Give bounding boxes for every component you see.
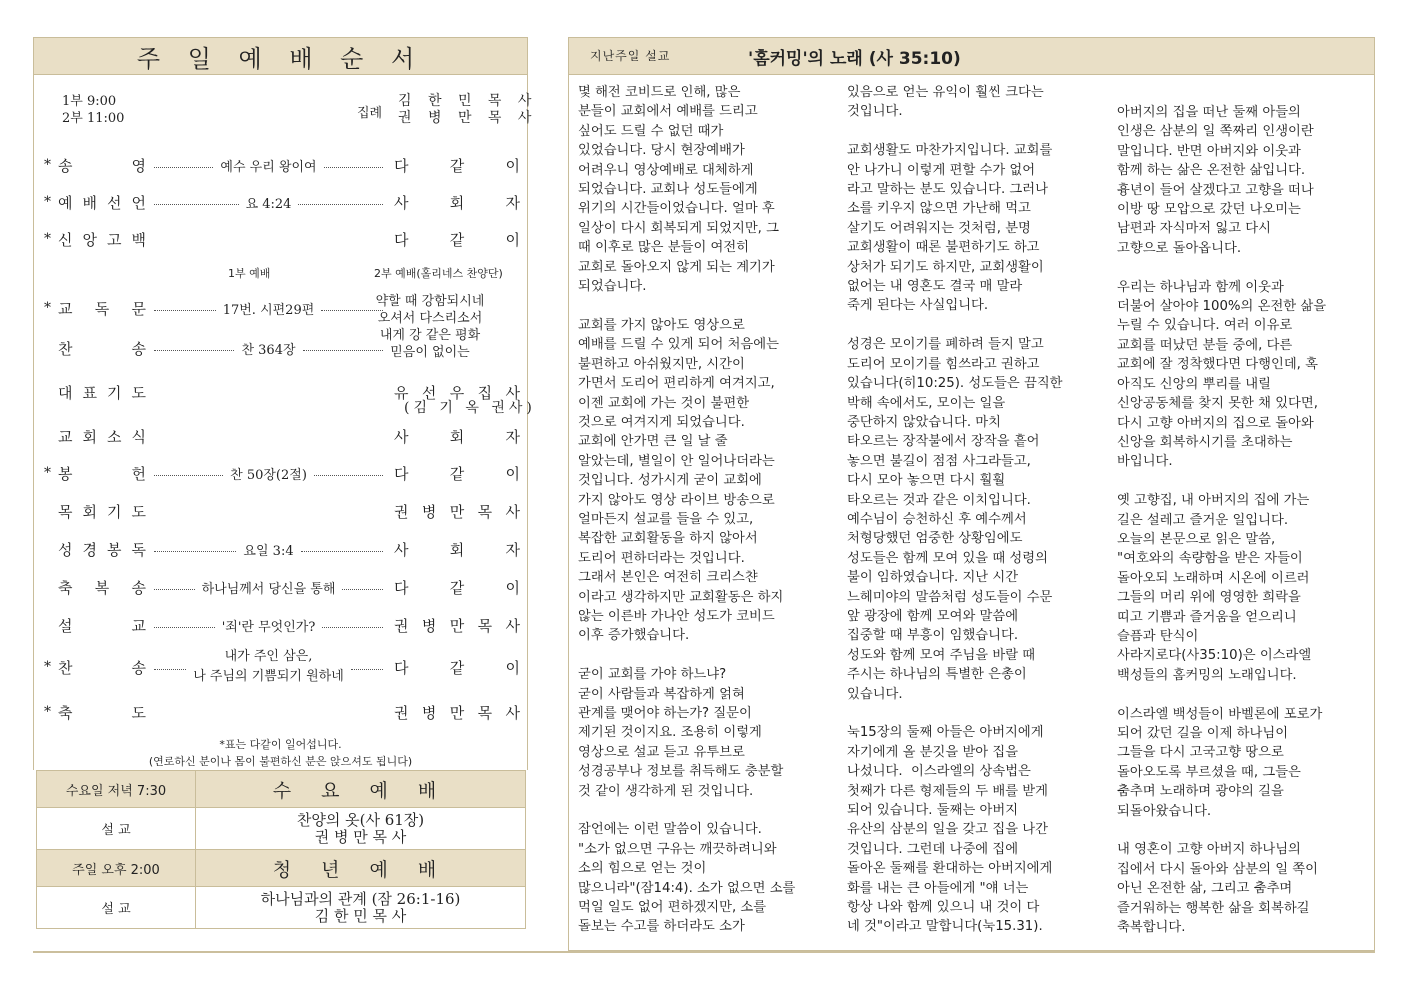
- youth-sermon-label: 설 교: [37, 887, 196, 929]
- wednesday-row: [37, 771, 526, 808]
- order-title: 성 경 봉 독: [58, 540, 151, 559]
- stand-marker: *: [44, 300, 51, 316]
- order-content: 요일 3:4: [243, 543, 294, 559]
- stand-marker: *: [44, 704, 51, 720]
- services-table: [36, 770, 526, 929]
- stand-marker: *: [44, 465, 51, 481]
- order-row: [44, 538, 522, 560]
- sermon-column-3: 아버지의 집을 떠난 둘째 아들의 인생은 삼분의 일 쪽짜리 인생이란 말입니다. 반면 아버지와 이웃과 함께 하는 삶은 온전한 삶입니다. 흉년이 들어 살겠다고 고향을 떠나 이방 땅 모압으로 갔던 나오미는 남편과 자식마저 잃고 다시 고향으로 돌아옵니다. 우리는 하나님과 함께 이웃과 더불어 살아야 100%의 온전한 삶을 누릴 수 있습니다. 여러 이유로 교회를 떠났던 분들 중에, 다른 교회에 잘 정착했다면 다행인데, 혹 아직도 신앙의 뿌리를 내릴 신앙공동체를 찾지 못한 채 있다면, 다시 고향 아버지의 집으로 돌아와 신앙을 회복하시기를 초대하는 바입니다. 옛 고향집, 내 아버지의 집에 가는 길은 설레고 즐거운 일입니다. 오늘의 본문으로 읽은 말씀, "여호와의 속량함을 받은 자들이 돌아오되 노래하며 시온에 이르러 그들의 머리 위에 영영한 희락을 띠고 기쁨과 즐거움을 얻으리니 슬픔과 탄식이 사라지로다(사35:10)은 이스라엘 백성들의 홈커밍의 노래입니다. 이스라엘 백성들이 바벨론에 포로가 되어 갔던 길을 이제 하나님이 그들을 다시 고국고향 땅으로 돌아오도록 부르셨을 때, 그들은 춤추며 노래하며 광야의 길을 되돌아왔습니다. 내 영혼이 고향 아버지 하나님의 집에서 다시 돌아와 삼분의 일 쪽이 아닌 온전한 삶, 그리고 춤추며 즐거워하는 행복한 삶을 회복하길 축복합니다.: [1117, 105, 1327, 936]
- order-person: 사 회 자: [394, 193, 520, 212]
- sermon-title: '홈커밍'의 노래 (사 35:10): [748, 49, 961, 69]
- order-title: 대 표 기 도: [58, 383, 151, 402]
- text-line: 믿음이 없이는: [390, 345, 470, 360]
- leader-dots: [154, 669, 186, 670]
- leader-dots: [298, 204, 383, 205]
- youth-sermon-row: [37, 887, 526, 929]
- order-detail: [151, 647, 386, 687]
- leader-dots: [154, 627, 215, 628]
- order-title: 예 배 선 언: [58, 193, 151, 212]
- text-line: 권 병 만 목 사: [314, 827, 407, 846]
- text-line: 김 한 민 목 사: [314, 906, 407, 925]
- order-detail: [151, 712, 386, 713]
- leader-dots: [154, 475, 223, 476]
- leader-2: 권 병 만 목 사: [398, 110, 538, 126]
- leader-1: 김 한 민 목 사: [398, 93, 538, 109]
- text-line: 하나님과의 관계 (잠 26:1-16): [260, 889, 461, 908]
- order-row: [44, 614, 522, 636]
- order-title: 찬 송: [58, 339, 151, 358]
- order-detail: [151, 239, 386, 240]
- leader-dots: [154, 167, 213, 168]
- order-title: 송 영: [58, 156, 151, 175]
- order-title: 교 회 소 식: [58, 427, 151, 446]
- leader-dots: [154, 350, 234, 351]
- youth-row: [37, 850, 526, 887]
- service-times: [62, 93, 124, 127]
- order-detail: [151, 436, 386, 437]
- sermon-header: [568, 37, 1375, 75]
- order-row: [44, 191, 522, 213]
- order-content: 예수 우리 왕이여: [220, 159, 317, 175]
- order-row: [44, 425, 522, 447]
- order-title: 설 교: [58, 616, 151, 635]
- leader-dots: [322, 627, 383, 628]
- leader-dots: [154, 589, 195, 590]
- youth-time: 주일 오후 2:00: [37, 850, 196, 887]
- order-person: 권 병 만 목 사: [394, 703, 520, 722]
- order-row: [44, 154, 522, 176]
- order-row: [44, 228, 522, 250]
- first-service-head: 1부 예배: [228, 267, 271, 280]
- order-content: '죄'란 무엇인가?: [221, 619, 316, 635]
- leader-dots: [342, 589, 383, 590]
- youth-title: 청 년 예 배: [196, 850, 526, 887]
- order-content: 내가 주인 삼은, 나 주님의 기쁨되기 원하네: [193, 649, 344, 684]
- leader-dots: [351, 669, 383, 670]
- order-title: 축 도: [58, 703, 151, 722]
- text-line: 내게 강 같은 평화: [379, 328, 481, 343]
- wednesday-sermon-row: [37, 808, 526, 850]
- wednesday-title: 수 요 예 배: [196, 771, 526, 808]
- order-person: 다 같 이: [394, 230, 520, 249]
- seated-note: (연로하신 분이나 몸이 불편하신 분은 앉으셔도 됩니다): [148, 755, 413, 768]
- service-time-2: 2부 11:00: [62, 111, 125, 126]
- order-person: 권 병 만 목 사: [394, 502, 520, 521]
- order-detail: [151, 578, 386, 597]
- order-row: [44, 500, 522, 522]
- order-title: 목 회 기 도: [58, 502, 151, 521]
- order-row: [44, 701, 522, 723]
- leader-dots: [324, 167, 383, 168]
- order-detail: [151, 464, 386, 483]
- wednesday-sermon-label: 설 교: [37, 808, 196, 850]
- order-person: 사 회 자: [394, 540, 520, 559]
- second-service-head: 2부 예배(홀리네스 찬양단): [374, 267, 503, 280]
- youth-sermon-info: [196, 887, 526, 929]
- order-row: [44, 462, 522, 484]
- order-person: 사 회 자: [394, 427, 520, 446]
- order-person: 권 병 만 목 사: [394, 616, 520, 635]
- order-title: 축 복 송: [58, 578, 151, 597]
- leader-dots: [154, 310, 216, 311]
- sermon-column-2: 있음으로 얻는 유익이 훨씬 크다는 것입니다. 교회생활도 마찬가지입니다. 교회를 안 나가니 이렇게 편할 수가 없어 라고 말하는 분도 있습니다. 그러나 소를 키우지 않으면 가난해 먹고 살기도 어려워지는 것처럼, 분명 교회생활이 때론 불편하기도 하고 상처가 되기도 하지만, 교회생활이 없어는 내 영혼도 결국 매 말라 죽게 된다는 사실입니다. 성경은 모이기를 폐하려 들지 말고 도리어 모이기를 힘쓰라고 권하고 있습니다(히10:25). 성도들은 끔직한 박해 속에서도, 모이는 일을 중단하지 않았습니다. 마치 타오르는 장작불에서 장작을 흩어 놓으면 불길이 점점 사그라들고, 다시 모아 놓으면 다시 훨훨 타오르는 것과 같은 이치입니다. 예수님이 승천하신 후 예수께서 처형당했던 엄중한 상황임에도 성도들은 함께 모여 있을 때 성령의 불이 임하였습니다. 지난 시간 느헤미야의 말씀처럼 성도들이 수문 앞 광장에 함께 모여와 말씀에 집중할 때 부흥이 임했습니다. 성도와 함께 모여 주님을 바랄 때 주시는 하나님의 특별한 은총이 있습니다. 눅15장의 둘째 아들은 아버지에게 자기에게 올 분깃을 받아 집을 나섰니다. 이스라엘의 상속법은 첫째가 다른 형제들의 두 배를 받게 되어 있습니다. 둘째는 아버지 유산의 삼분의 일을 갖고 집을 나간 것입니다. 그런데 나중에 집에 돌아온 둘째를 환대하는 아버지에게 화를 내는 큰 아들에게 "얘 너는 항상 나와 함께 있으니 내 것이 다 네 것"이라고 말합니다(눅15.31).: [847, 85, 1063, 935]
- text-line: 오셔서 다스리소서: [377, 311, 483, 326]
- order-detail: [151, 392, 386, 393]
- text-line: 찬양의 옷(사 61장): [296, 810, 425, 829]
- sermon-column-1: 몇 해전 코비드로 인해, 많은 분들이 교회에서 예배를 드리고 싶어도 드릴 수 없던 때가 있었습니다. 당시 현장예배가 어려우니 영상예배로 대체하게 되었습니다. 교회나 성도들에게 위기의 시간들이었습니다. 얼마 후 일상이 다시 회복되게 되었지만, 그 때 이후로 많은 분들이 여전히 교회로 돌아오지 않게 되는 계기가 되었습니다. 교회를 가지 않아도 영상으로 예배를 드릴 수 있게 되어 처음에는 불편하고 아쉬웠지만, 시간이 가면서 도리어 편리하게 여겨지고, 이젠 교회에 가는 것이 불편한 것으로 여겨지게 되었습니다. 교회에 안가면 큰 일 날 줄 알았는데, 별일이 안 일어나더라는 것입니다. 성가시게 굳이 교회에 가지 않아도 영상 라이브 방송으로 얼마든지 설교를 들을 수 있고, 복잡한 교회활동을 하지 않아서 도리어 편하더라는 것입니다. 그래서 본인은 여전히 크리스챤 이라고 생각하지만 교회활동은 하지 않는 이른바 가나안 성도가 코비드 이후 증가했습니다. 굳이 교회를 가야 하느냐? 굳이 사람들과 복잡하게 얽혀 관계를 맺어야 하는가? 질문이 제기된 것이지요. 조용히 이렇게 영상으로 설교 듣고 유투브로 성경공부나 정보를 취득해도 충분할 것 같이 생각하게 된 것입니다. 잠언에는 이런 말씀이 있습니다. "소가 없으면 구유는 깨끗하려니와 소의 힘으로 얻는 것이 많으니라"(잠14:4). 소가 없으면 소를 먹일 일도 없어 편하겠지만, 소를 돌보는 수고를 하더라도 소가: [578, 85, 796, 935]
- rep-prayer-sub: (김 기 옥 권사): [404, 400, 536, 416]
- order-person: 다 같 이: [394, 464, 520, 483]
- order-person: 유 선 우 집 사: [394, 383, 520, 402]
- stand-marker: *: [44, 231, 51, 247]
- order-content: 찬 50장(2절): [230, 467, 307, 483]
- stand-marker: *: [44, 157, 51, 173]
- leader-dots: [154, 551, 236, 552]
- order-detail: [151, 540, 386, 559]
- bottom-rule: [33, 951, 1375, 953]
- leader-dots: [301, 551, 383, 552]
- order-title: 봉 헌: [58, 464, 151, 483]
- order-row: [44, 576, 522, 598]
- order-person: 다 같 이: [394, 658, 520, 677]
- order-content: 요 4:24: [245, 196, 292, 212]
- order-content: 17번. 시편29편: [222, 302, 315, 318]
- order-title: 신 앙 고 백: [58, 230, 151, 249]
- order-detail: [151, 193, 386, 212]
- sermon-label: 지난주일 설교: [590, 49, 671, 63]
- leader-label: 집례: [357, 106, 383, 121]
- order-person: 다 같 이: [394, 156, 520, 175]
- leader-dots: [154, 204, 239, 205]
- wednesday-time: 수요일 저녁 7:30: [37, 771, 196, 808]
- leaders: [398, 93, 537, 127]
- stand-marker: *: [44, 194, 51, 210]
- order-of-worship-header: 주 일 예 배 순 서: [33, 37, 528, 75]
- order-detail: [151, 511, 386, 512]
- service-time-1: 1부 9:00: [62, 94, 117, 109]
- standing-note: *표는 다같이 일어섭니다.: [219, 738, 342, 751]
- order-content: 하나님께서 당신을 통해: [201, 581, 336, 597]
- order-person: 다 같 이: [394, 578, 520, 597]
- leader-dots: [314, 475, 383, 476]
- wednesday-sermon-info: [196, 808, 526, 850]
- order-detail: [151, 616, 386, 635]
- second-service-hymns: [350, 293, 510, 361]
- order-title: 찬 송: [58, 658, 151, 677]
- order-row: [44, 649, 522, 684]
- text-line: 약할 때 강함되시네: [375, 294, 485, 309]
- order-content: 찬 364장: [241, 342, 296, 358]
- stand-marker: *: [44, 659, 51, 675]
- order-detail: [151, 156, 386, 175]
- order-title: 교 독 문: [58, 299, 151, 318]
